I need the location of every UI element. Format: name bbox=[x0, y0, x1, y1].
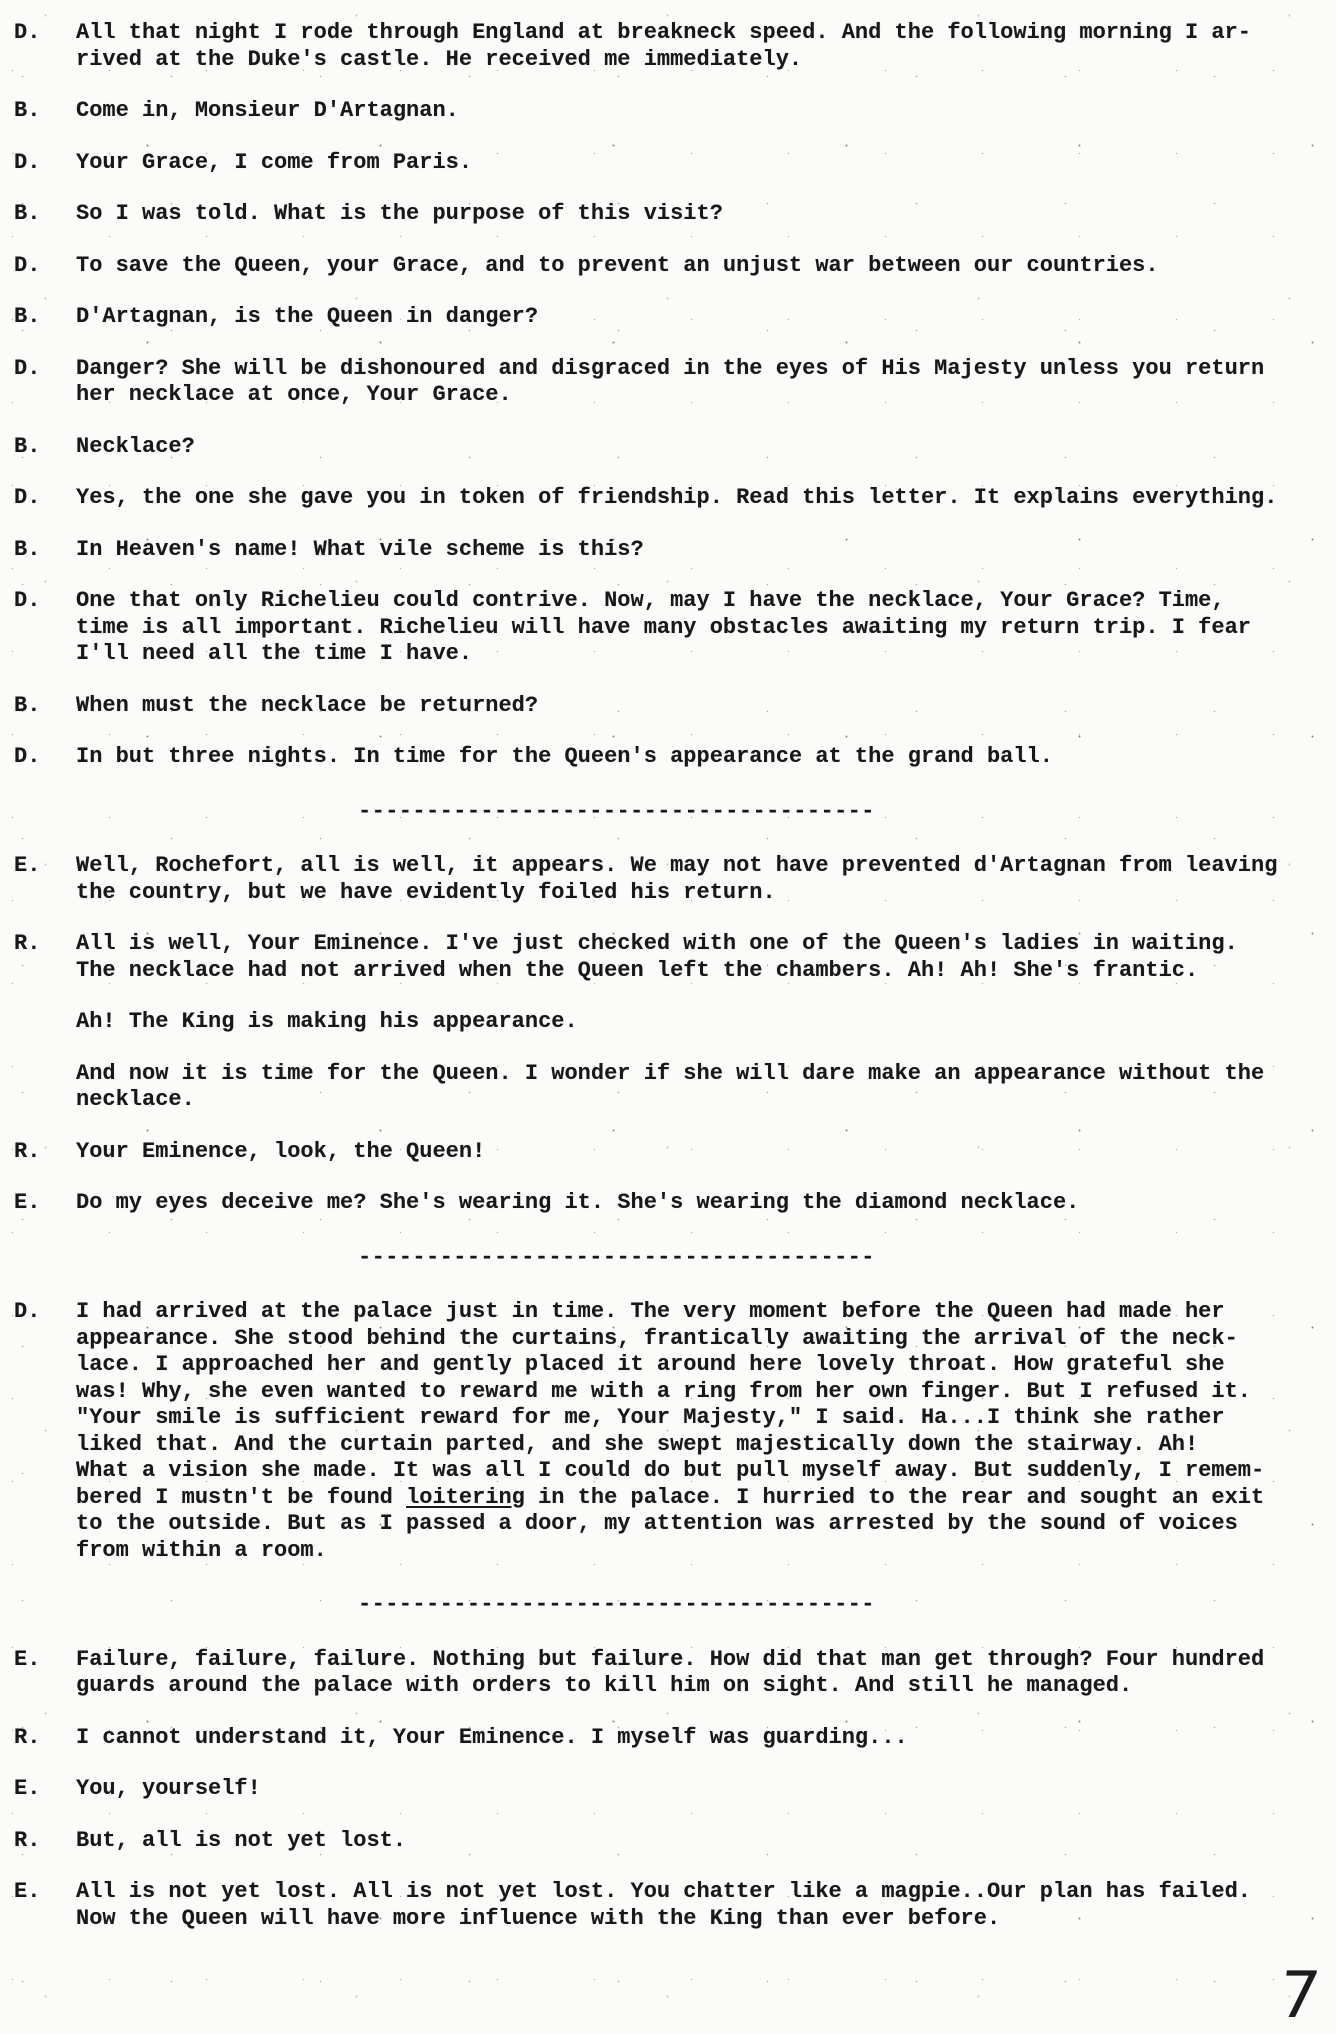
dialogue-entry bbox=[14, 588, 1336, 668]
dialogue-line: One that only Richelieu could contrive. Now, may I have the necklace, Your Grace? Time, bbox=[76, 588, 1225, 613]
dialogue-line: I'll need all the time I have. bbox=[76, 641, 473, 666]
dialogue-lines bbox=[76, 537, 1336, 564]
dialogue-lines bbox=[76, 588, 1336, 668]
dialogue-line: was! Why, she even wanted to reward me with a ring from her own finger. But I refused it. bbox=[76, 1378, 1251, 1404]
dialogue-line: Ah! The King is making his appearance. bbox=[76, 1009, 578, 1034]
speaker-label bbox=[14, 1009, 76, 1036]
dialogue-entry bbox=[14, 931, 1336, 984]
dialogue-entry bbox=[14, 1879, 1336, 1932]
dialogue-line: rived at the Duke's castle. He received me immediately. bbox=[76, 46, 803, 72]
dialogue-entry bbox=[14, 1139, 1336, 1166]
dialogue-entry bbox=[14, 693, 1336, 720]
line-segment: in the palace. I hurried to the rear and sought an exit bbox=[524, 1484, 1265, 1510]
dialogue-line: Yes, the one she gave you in token of friendship. Read this letter. It explains everything. bbox=[76, 485, 1278, 510]
dialogue-line: But, all is not yet lost. bbox=[76, 1827, 407, 1853]
dialogue-entry bbox=[14, 1725, 1336, 1752]
dialogue-line: I cannot understand it, Your Eminence. I myself was guarding... bbox=[76, 1724, 908, 1750]
dialogue-line: Failure, failure, failure. Nothing but failure. How did that man get through? Four hundred bbox=[76, 1646, 1265, 1672]
dialogue-entry bbox=[14, 150, 1336, 177]
dialogue-entry bbox=[14, 201, 1336, 228]
dialogue-lines bbox=[76, 1725, 1336, 1752]
dialogue-entry bbox=[14, 1776, 1336, 1803]
speaker-label: D. bbox=[14, 485, 41, 510]
speaker-label: B. bbox=[14, 201, 41, 226]
dialogue-lines bbox=[76, 304, 1336, 331]
speaker-label: E. bbox=[14, 1646, 41, 1672]
dialogue-line: And now it is time for the Queen. I wonder if she will dare make an appearance without the bbox=[76, 1060, 1265, 1086]
scene-divider-dashes: -------------------------------------- bbox=[358, 798, 875, 824]
dialogue-line: the country, but we have evidently foiled his return. bbox=[76, 879, 776, 905]
speaker-label: B. bbox=[14, 433, 41, 459]
dialogue-entry bbox=[14, 853, 1336, 906]
dialogue-line: I had arrived at the palace just in time. The very moment before the Queen had made her bbox=[76, 1299, 1225, 1324]
speaker-label: D. bbox=[14, 20, 41, 45]
dialogue-line: to the outside. But as I passed a door, my attention was arrested by the sound of voices bbox=[76, 1511, 1238, 1536]
underlined-word: loitering bbox=[406, 1484, 525, 1510]
dialogue-line: Well, Rochefort, all is well, it appears. We may not have prevented d'Artagnan from leaving bbox=[76, 853, 1278, 878]
dialogue-lines bbox=[76, 1061, 1336, 1114]
dialogue-line bbox=[76, 1485, 1336, 1512]
dialogue-lines bbox=[76, 1139, 1336, 1166]
dialogue-entry bbox=[14, 1190, 1336, 1217]
dialogue-lines bbox=[76, 744, 1336, 771]
dialogue-line: "Your smile is sufficient reward for me, Your Majesty," I said. Ha...I think she rather bbox=[76, 1405, 1225, 1430]
dialogue-line: Your Eminence, look, the Queen! bbox=[76, 1138, 486, 1164]
continuation-entry bbox=[14, 1009, 1336, 1036]
speaker-label: E. bbox=[14, 1879, 41, 1904]
dialogue-entry bbox=[14, 304, 1336, 331]
dialogue-lines bbox=[76, 485, 1336, 512]
dialogue-line: lace. I approached her and gently placed it around here lovely throat. How grateful she bbox=[76, 1352, 1225, 1377]
dialogue-lines bbox=[76, 150, 1336, 177]
dialogue-lines bbox=[76, 1647, 1336, 1700]
speaker-label: B. bbox=[14, 98, 41, 123]
scene-divider bbox=[14, 1245, 1336, 1272]
dialogue-entry bbox=[14, 1647, 1336, 1700]
dialogue-lines bbox=[76, 1879, 1336, 1932]
speaker-label: B. bbox=[14, 692, 41, 718]
speaker-label: E. bbox=[14, 1776, 41, 1801]
dialogue-line: All that night I rode through England at breakneck speed. And the following morning I ar- bbox=[76, 20, 1251, 45]
dialogue-lines bbox=[76, 201, 1336, 228]
dialogue-line: Necklace? bbox=[76, 433, 195, 459]
dialogue-lines bbox=[76, 20, 1336, 73]
page-number: 7 bbox=[1275, 1959, 1324, 2033]
scene-divider-dashes: -------------------------------------- bbox=[358, 1592, 875, 1617]
dialogue-line: All is not yet lost. All is not yet lost. You chatter like a magpie..Our plan has failed. bbox=[76, 1879, 1251, 1904]
speaker-label bbox=[14, 1061, 76, 1114]
dialogue-line: The necklace had not arrived when the Queen left the chambers. Ah! Ah! She's frantic. bbox=[76, 957, 1199, 983]
speaker-label: E. bbox=[14, 853, 41, 878]
dialogue-lines bbox=[76, 1009, 1336, 1036]
dialogue-line: necklace. bbox=[76, 1087, 195, 1112]
dialogue-line: time is all important. Richelieu will have many obstacles awaiting my return trip. I fear bbox=[76, 614, 1251, 640]
speaker-label: D. bbox=[14, 1299, 41, 1324]
dialogue-line: In Heaven's name! What vile scheme is this? bbox=[76, 536, 644, 562]
speaker-label: R. bbox=[14, 1724, 41, 1750]
speaker-label: B. bbox=[14, 304, 41, 329]
continuation-entry bbox=[14, 1061, 1336, 1114]
dialogue-entry bbox=[14, 356, 1336, 409]
speaker-label: D. bbox=[14, 355, 41, 381]
speaker-label: D. bbox=[14, 252, 41, 278]
dialogue-entry bbox=[14, 1828, 1336, 1855]
dialogue-entry bbox=[14, 485, 1336, 512]
speaker-label: B. bbox=[14, 536, 41, 562]
dialogue-lines bbox=[76, 1776, 1336, 1803]
dialogue-line: Do my eyes deceive me? She's wearing it. She's wearing the diamond necklace. bbox=[76, 1190, 1080, 1215]
dialogue-line: In but three nights. In time for the Queen's appearance at the grand ball. bbox=[76, 744, 1053, 769]
dialogue-entry bbox=[14, 20, 1336, 73]
dialogue-line: To save the Queen, your Grace, and to prevent an unjust war between our countries. bbox=[76, 252, 1159, 278]
dialogue-line: Your Grace, I come from Paris. bbox=[76, 149, 473, 175]
dialogue-line: What a vision she made. It was all I could do but pull myself away. But suddenly, I remem- bbox=[76, 1458, 1265, 1483]
dialogue-line: guards around the palace with orders to kill him on sight. And still he managed. bbox=[76, 1673, 1133, 1698]
dialogue-line: All is well, Your Eminence. I've just checked with one of the Queen's ladies in waiting. bbox=[76, 931, 1238, 956]
scene-divider bbox=[14, 799, 1336, 826]
line-segment: bered I mustn't be found bbox=[76, 1484, 407, 1510]
dialogue-entry bbox=[14, 434, 1336, 461]
dialogue-lines bbox=[76, 1828, 1336, 1855]
dialogue-lines bbox=[76, 253, 1336, 280]
dialogue-line: her necklace at once, Your Grace. bbox=[76, 382, 512, 407]
speaker-label: R. bbox=[14, 1138, 41, 1164]
dialogue-line: from within a room. bbox=[76, 1537, 327, 1563]
dialogue-lines bbox=[76, 356, 1336, 409]
dialogue-entry bbox=[14, 1299, 1336, 1564]
speaker-label: D. bbox=[14, 744, 41, 769]
speaker-label: R. bbox=[14, 931, 41, 956]
speaker-label: D. bbox=[14, 149, 41, 175]
dialogue-line: Now the Queen will have more influence with the King than ever before. bbox=[76, 1905, 1001, 1931]
scene-divider bbox=[14, 1592, 1336, 1619]
dialogue-lines bbox=[76, 1299, 1336, 1564]
dialogue-line: Danger? She will be dishonoured and disgraced in the eyes of His Majesty unless you return bbox=[76, 355, 1265, 381]
dialogue-list bbox=[14, 20, 1336, 1932]
dialogue-line: appearance. She stood behind the curtains, frantically awaiting the arrival of the neck- bbox=[76, 1325, 1238, 1351]
dialogue-lines bbox=[76, 693, 1336, 720]
speaker-label: R. bbox=[14, 1827, 41, 1853]
dialogue-entry bbox=[14, 744, 1336, 771]
dialogue-entry bbox=[14, 537, 1336, 564]
dialogue-line: D'Artagnan, is the Queen in danger? bbox=[76, 304, 539, 329]
dialogue-line: You, yourself! bbox=[76, 1776, 261, 1801]
dialogue-lines bbox=[76, 931, 1336, 984]
dialogue-entry bbox=[14, 253, 1336, 280]
speaker-label: E. bbox=[14, 1190, 41, 1215]
dialogue-lines bbox=[76, 1190, 1336, 1217]
dialogue-entry bbox=[14, 98, 1336, 125]
dialogue-lines bbox=[76, 853, 1336, 906]
dialogue-line: When must the necklace be returned? bbox=[76, 692, 539, 718]
dialogue-line: liked that. And the curtain parted, and she swept majestically down the stairway. Ah! bbox=[76, 1431, 1199, 1457]
dialogue-line: Come in, Monsieur D'Artagnan. bbox=[76, 98, 459, 123]
dialogue-lines bbox=[76, 434, 1336, 461]
scene-divider-dashes: -------------------------------------- bbox=[358, 1244, 875, 1270]
dialogue-lines bbox=[76, 98, 1336, 125]
dialogue-line: So I was told. What is the purpose of this visit? bbox=[76, 201, 723, 226]
speaker-label: D. bbox=[14, 588, 41, 613]
